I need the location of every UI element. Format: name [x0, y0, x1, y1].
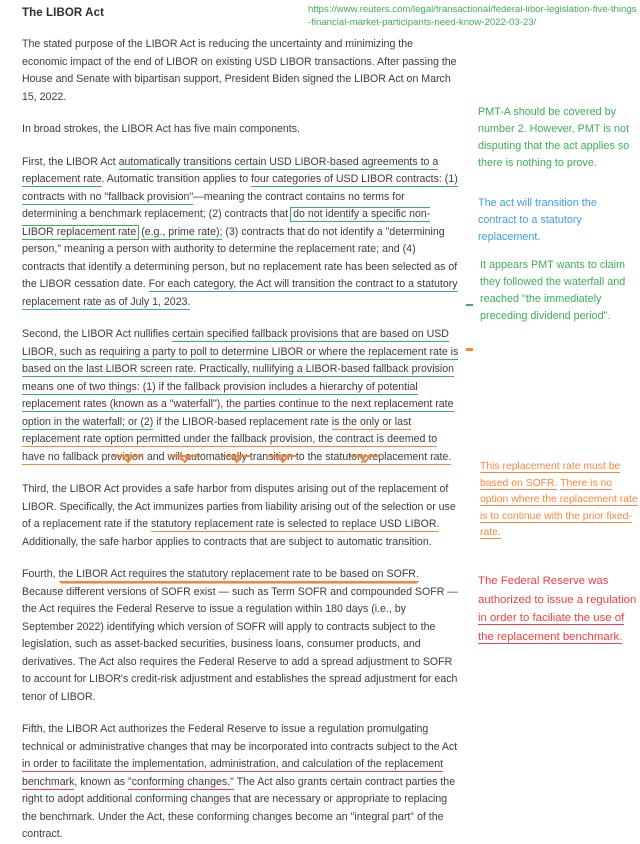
paragraph-purpose-text: The stated purpose of the LIBOR Act is reducing the uncertainty and minimizing the economic impact of the end of LIBOR on existing USD LIBOR transactions. After passing the House and Senate with bipartisan support, President Biden signed the LIBOR Act on March 15, 2022. — [22, 38, 457, 103]
p7-red-underline-1: in order to facilitate the implementation, administration, and calculation of the replacement benchmark — [22, 758, 444, 788]
p7-text-3: The Act also grants certain contract parties the right to adopt additional conforming changes that are necessary or appropriate to replacing the benchmark. Under the Act, these conforming changes become an "integral part" of the contract. — [22, 775, 456, 840]
margin-note-waterfall: It appears PMT wants to claim they followed the waterfall and reached "the immediately preceding dividend period". — [480, 259, 626, 322]
paragraph-broad-strokes-text: In broad strokes, the LIBOR Act has five main components. — [22, 123, 300, 135]
margin-note-fed-reserve — [478, 572, 640, 646]
p4-text-2: if the LIBOR-based replacement rate — [153, 415, 332, 428]
p7-red-underline-2: "conforming changes." — [128, 775, 234, 788]
margin-note-fed-underlined: in order to faciliate the use of the replacement benchmark. — [478, 612, 625, 643]
p7-text-1: Fifth, the LIBOR Act authorizes the Federal Reserve to issue a regulation promulgating technical or administrative changes that may be incorporated into contracts subject to the Act — [22, 723, 458, 753]
p3-green-underline-1: automatically transitions certain USD LIBOR-based agreements to a replacement rate — [22, 155, 439, 185]
paragraph-fourth — [22, 566, 460, 706]
p6-text-1: Fourth, — [22, 568, 59, 580]
paragraph-second — [22, 326, 460, 466]
margin-note-pmt-a: PMT-A should be covered by number 2. However, PMT is not disputing that the act applies so there is nothing to prove. — [478, 106, 630, 169]
p5-orange-underline-1: statutory replacement rate is selected to replace USD LIBOR. — [150, 518, 440, 530]
p4-text-1: Second, the LIBOR Act nullifies — [22, 328, 173, 340]
p4-green-underline-1: certain specified fallback provisions that are based on USD LIBOR, such as requiring a party to poll to determine LIBOR or where the replacement rate is based on the last LIBOR screen rate. Practically, nullifying a LIBOR-based fallback provision means one of two things: (1) if the fallback provision includes a hierarchy of potential replacement rates (known as a "waterfall"), the parties continue to the next replacement rate option in the waterfall; or (2) — [22, 328, 459, 428]
p3-text-2: . Automatic transition applies to — [101, 173, 252, 185]
p3-text-5: (3) contracts that do not identify a "determining person," meaning a person with authority to determine the replacement rate; and (4) contracts that identify a determining person, but no replacement rate has been selected as of the LIBOR cessation date. — [22, 225, 458, 290]
source-url-annotation: https://www.reuters.com/legal/transactional/federal-libor-legislation-five-things-financial-market-participants-need-know-2022-03-23/ — [308, 4, 637, 28]
margin-note-sofr — [480, 459, 640, 542]
paragraph-fifth — [22, 721, 460, 844]
p5-text-2: Additionally, the safe harbor applies to contracts that are subject to automatic transition. — [22, 535, 432, 548]
orange-dash-mark — [466, 348, 473, 351]
paragraph-first — [22, 154, 460, 312]
p3-green-underline-3: (e.g., prime rate); — [141, 225, 223, 238]
p3-blue-underline-1: For each category, the Act will transition the contract to a statutory replacement rate as of July 1, 2023. — [22, 278, 458, 308]
document-body — [8, 0, 470, 844]
p3-green-underline-2: four categories of USD LIBOR contracts: (1) contracts with no "fallback provision" — [22, 173, 458, 203]
p6-orange-double-underline: the LIBOR Act requires the statutory replacement rate to be based on SOFR. — [58, 568, 419, 580]
p5-text-1: Third, the LIBOR Act provides a safe harbor from disputes arising out of the replacement of LIBOR. Specifically, the Act immunizes parties from liability arising out of the selection or use of a replacement rate if the — [22, 483, 456, 530]
margin-note-fed-plain: The Federal Reserve was authorized to issue a regulation — [478, 575, 637, 606]
paragraph-third — [22, 481, 460, 551]
paragraph-purpose — [22, 36, 460, 106]
p3-text-3: —meaning the contract contains no terms for determining a benchmark replacement; (2) contracts that — [22, 190, 405, 220]
p3-green-box: do not identify a specific non-LIBOR replacement rate — [22, 208, 431, 238]
p4-orange-underline-1: is the only or last replacement rate option permitted under the fallback provision, the contract is deemed to have no fallback provision and will automatically transition to the statutory replacement rate. — [22, 415, 452, 463]
paragraph-broad-strokes — [22, 121, 460, 139]
margin-note-transition: The act will transition the contract to a statutory replacement. — [478, 197, 597, 243]
margin-note-sofr-line-b: There is no option where the replacement rate is to continue with the prior fixed-rate. — [480, 477, 638, 538]
p3-text-1: First, the LIBOR Act — [22, 155, 119, 168]
margin-note-sofr-line-a: This replacement rate must be based on SOFR. — [480, 461, 621, 489]
p6-text-2: Because different versions of SOFR exist — such as Term SOFR and compounded SOFR — the Act requires the Federal Reserve to issue a regulation within 180 days (i.e., by September 2022) identifying which version of SOFR will apply to contracts subject to the legislation, such as asset-backed securities, business loans, consumer products, and derivatives. The Act also requires the Federal Reserve to add a spread adjustment to SOFR to account for LIBOR's credit-risk adjustment and establishes the spread adjustment for each tenor of LIBOR. — [22, 585, 458, 703]
page-title: The LIBOR Act — [22, 7, 105, 19]
green-dash-mark — [466, 304, 473, 306]
p7-text-2: , known as — [74, 775, 128, 788]
